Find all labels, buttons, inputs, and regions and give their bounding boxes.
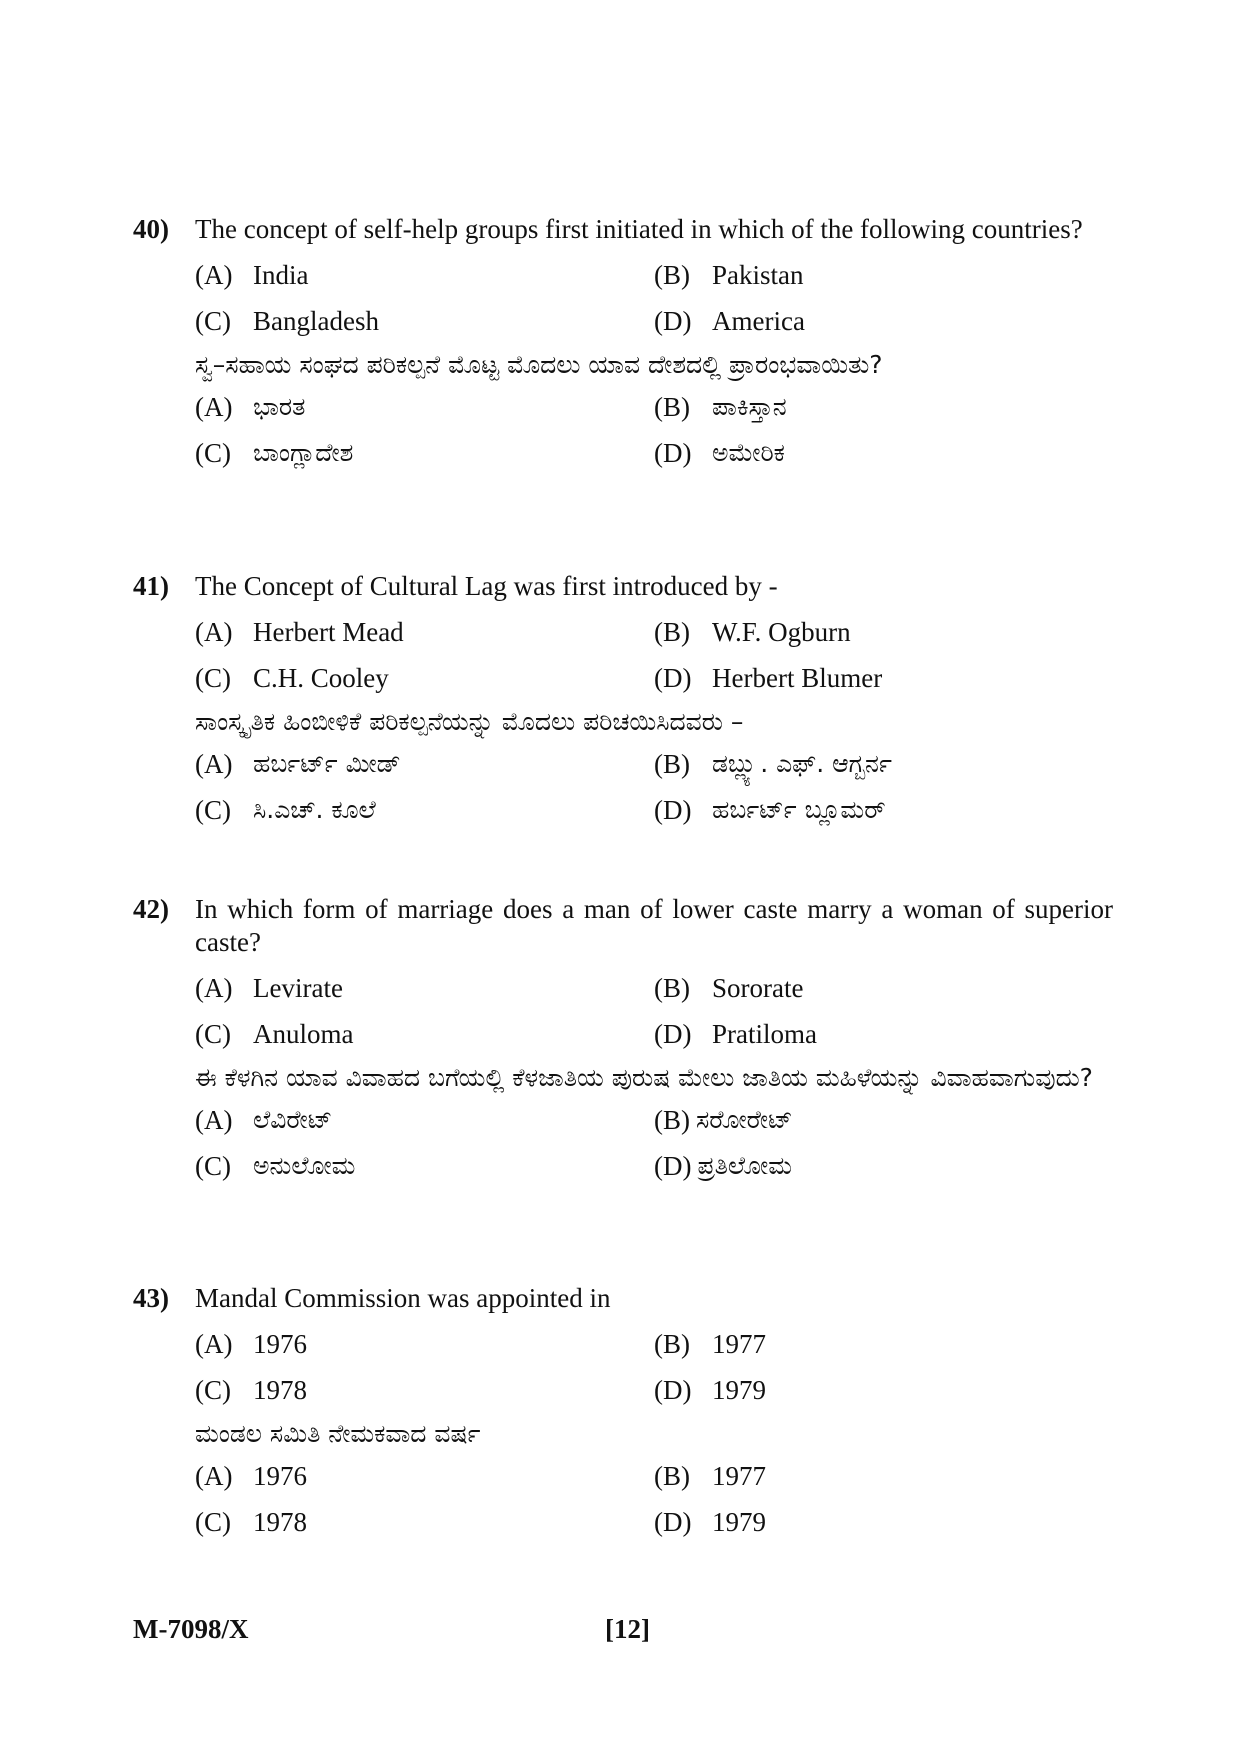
option-d-kn: (D) ಪ್ರತಿಲೋಮ: [654, 1150, 792, 1181]
option-d: (D) Herbert Blumer: [654, 662, 883, 693]
question-text-en: Mandal Commission was appointed in: [195, 1283, 611, 1313]
option-c: (C) 1978: [195, 1374, 307, 1405]
question-text-kn: ಸ್ವ–ಸಹಾಯ ಸಂಘದ ಪರಿಕಲ್ಪನೆ ಮೊಟ್ಟ ಮೊದಲು ಯಾವ ದೇಶದಲ್ಲಿ ಪ್ರಾರಂಭವಾಯಿತು?: [195, 350, 883, 379]
option-b-kn: (B) ಸರೋರೇಟ್: [654, 1104, 793, 1135]
option-d: (D) 1979: [654, 1374, 766, 1405]
option-a-kn: (A) ಹರ್ಬರ್ಟ್ ಮೀಡ್: [195, 748, 401, 779]
option-b-kn: (B) ಡಬ್ಲ್ಯು. ಎಫ್. ಆಗ್ಬರ್ನ: [654, 748, 892, 779]
option-b: (B) 1977: [654, 1328, 766, 1359]
question-text-kn: ಈ ಕೆಳಗಿನ ಯಾವ ವಿವಾಹದ ಬಗೆಯಲ್ಲಿ ಕೆಳಜಾತಿಯ ಪುರುಷ ಮೇಲು ಜಾತಿಯ ಮಹಿಳೆಯನ್ನು ವಿವಾಹವಾಗುವುದು?: [195, 1063, 1093, 1092]
question-text-kn: ಸಾಂಸ್ಕೃತಿಕ ಹಿಂಬೀಳಿಕೆ ಪರಿಕಲ್ಪನೆಯನ್ನು ಮೊದಲು ಪರಿಚಯಿಸಿದವರು –: [195, 707, 744, 736]
question-number: 40): [133, 214, 169, 244]
option-c-kn: (C) ಬಾಂಗ್ಲಾದೇಶ: [195, 437, 354, 468]
option-c: (C) Anuloma: [195, 1018, 354, 1049]
question-43: [133, 1282, 1113, 1545]
question-number: 42): [133, 894, 169, 924]
option-a: (A) Herbert Mead: [195, 616, 404, 647]
option-a: (A) Levirate: [195, 972, 343, 1003]
option-d: (D) Pratiloma: [654, 1018, 817, 1049]
option-b-kn: (B) ಪಾಕಿಸ್ತಾನ: [654, 391, 787, 422]
option-a: (A) 1976: [195, 1328, 307, 1359]
option-a-kn: (A) 1976: [195, 1460, 307, 1491]
option-c: (C) C.H. Cooley: [195, 662, 389, 693]
question-text-en: The concept of self-help groups first initiated in which of the following countries?: [195, 214, 1083, 244]
question-text-en: In which form of marriage does a man of lower caste marry a woman of superior caste?: [195, 894, 1113, 957]
question-42: [133, 893, 1113, 1189]
question-text-kn: ಮಂಡಲ ಸಮಿತಿ ನೇಮಕವಾದ ವರ್ಷ: [195, 1419, 481, 1448]
option-a: (A) India: [195, 259, 309, 290]
option-d-kn: (D) 1979: [654, 1506, 766, 1537]
option-c-kn: (C) ಅನುಲೋಮ: [195, 1150, 356, 1181]
option-b: (B) Pakistan: [654, 259, 804, 290]
option-a-kn: (A) ಲೆವಿರೇಟ್: [195, 1104, 333, 1135]
option-d-kn: (D) ಹರ್ಬರ್ಟ್ ಬ್ಲೂಮರ್: [654, 794, 886, 825]
question-text-en: The Concept of Cultural Lag was first introduced by -: [195, 571, 778, 601]
option-b: (B) Sororate: [654, 972, 804, 1003]
option-c: (C) Bangladesh: [195, 305, 379, 336]
option-b: (B) W.F. Ogburn: [654, 616, 851, 647]
option-d-kn: (D) ಅಮೇರಿಕ: [654, 437, 785, 468]
question-number: 43): [133, 1283, 169, 1313]
option-b-kn: (B) 1977: [654, 1460, 766, 1491]
option-c-kn: (C) ಸಿ.ಎಚ್. ಕೂಲೆ: [195, 794, 376, 825]
question-41: [133, 570, 1113, 833]
option-c-kn: (C) 1978: [195, 1506, 307, 1537]
question-number: 41): [133, 571, 169, 601]
option-d: (D) America: [654, 305, 805, 336]
option-a-kn: (A) ಭಾರತ: [195, 391, 306, 422]
page-footer: [133, 1614, 1113, 1648]
question-40: [133, 213, 1113, 476]
page-number: [12]: [605, 1614, 650, 1644]
paper-code: M-7098/X: [133, 1614, 249, 1644]
